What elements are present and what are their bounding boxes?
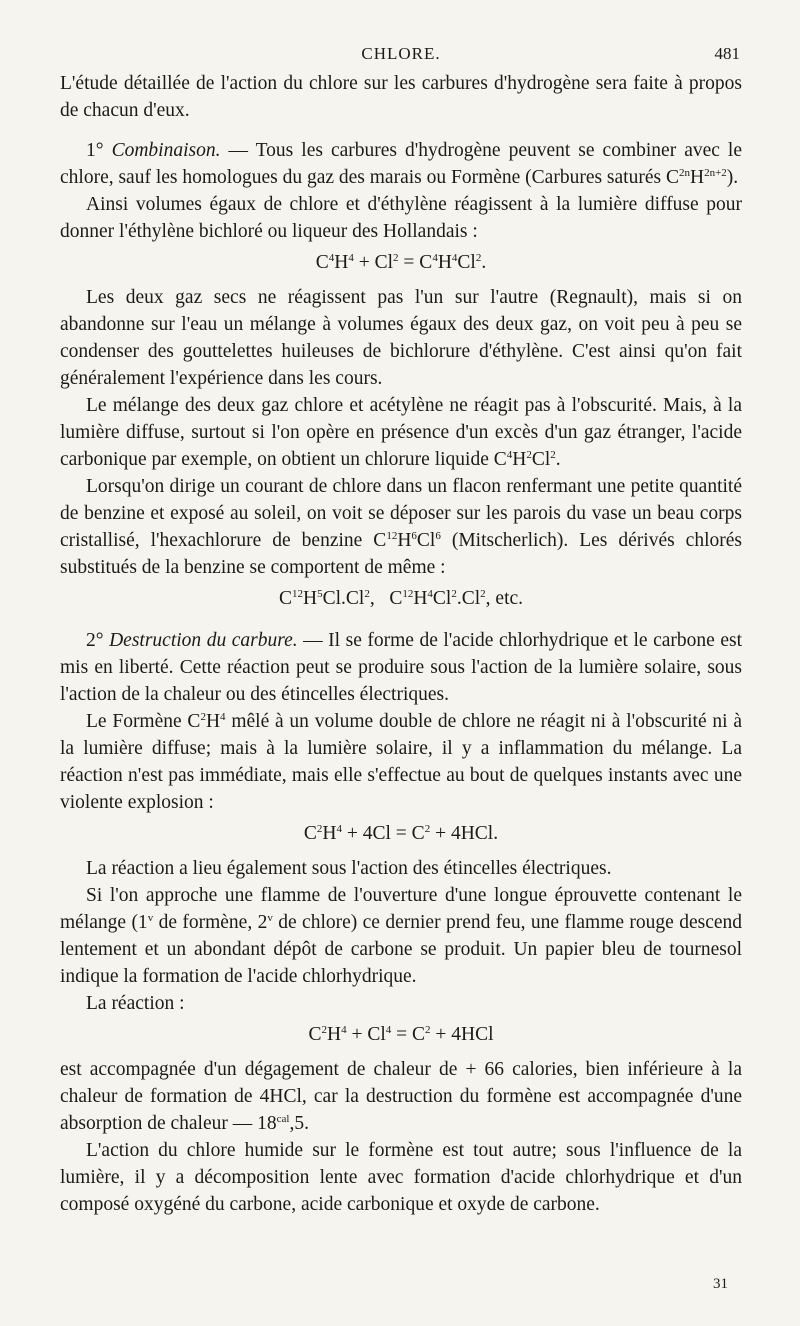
paragraph-benzine: Lorsqu'on dirige un courant de chlore dans un flacon renfermant une petite quantité de benzine et exposé au soleil, on voit se déposer sur les parois du vase un beau corps cristallisé, l'hexachlorure de benzine $C^{12}H^6Cl^6$ (Mitscherlich). Les dérivés chlorés substitués de la benzine se comportent de même :: [60, 476, 742, 578]
paragraph-chaleur: est accompagnée d'un dégagement de chaleur de + 66 calories, bien inférieure à la chaleur de formation de 4HCl, car la destruction du formène est accompagnée d'une absorption de chaleur — $18^{cal},5$.: [60, 1059, 742, 1134]
paragraph-eprouvette: Si l'on approche une flamme de l'ouverture d'une longue éprouvette contenant le mélange (1$^v$ de formène, 2$^v$ de chlore) ce dernier prend feu, une flamme rouge descend lentement et un abondant dépôt de carbone se produit. Un papier bleu de tournesol indique la formation de l'acide chlorhydrique.: [60, 885, 742, 987]
paragraph-formene: Le Formène $C^2H^4$ mêlé à un volume double de chlore ne réagit ni à l'obscurité ni à la lumière diffuse; mais à la lumière solaire, il y a inflammation du mélange. La réaction n'est pas immédiate, mais elle s'effectue au bout de quelques instants avec une violente explosion :: [60, 711, 743, 813]
paragraph-etincelles: La réaction a lieu également sous l'action des étincelles électriques.: [86, 858, 612, 879]
paragraph-regnault: Les deux gaz secs ne réagissent pas l'un sur l'autre (Regnault), mais si on abandonne sur l'eau un mélange à volumes égaux des deux gaz, on voit peu à peu se condenser des gouttelettes huileuses de bichlorure d'éthylène. C'est ainsi qu'on fait généralement l'expérience dans les cours.: [60, 287, 742, 389]
section-number: 1°: [86, 140, 104, 161]
section-heading: Destruction du carbure.: [109, 630, 298, 651]
formula-formene-explosion: $C^2H^4 + 4Cl = C^2 + 4HCl$.: [303, 823, 499, 844]
page-number: 481: [714, 44, 740, 63]
section-destruction: 2° Destruction du carbure. — Il se forme de l'acide chlorhydrique et le carbone est mis en liberté. Cette réaction peut se produire sous l'action de la lumière solaire, sous l'action de la chaleur ou des étincelles électriques.: [60, 630, 742, 705]
section-number: 2°: [86, 630, 104, 651]
formula-benzine: $C^{12}H^5Cl.Cl^2$, $C^{12}H^4Cl^2.Cl^2$, etc.: [278, 588, 524, 609]
formula-ethylene: $C^4H^4 + Cl^2 = C^4H^4Cl^2$.: [315, 252, 487, 273]
section-heading: Combinaison.: [111, 140, 221, 161]
formula-formene-chlore: $C^2H^4 + Cl^4 = C^2 + 4HCl$: [308, 1024, 494, 1045]
paragraph-la-reaction: La réaction :: [86, 993, 185, 1014]
chapter-title: CHLORE.: [361, 44, 441, 63]
section-combinaison: 1° Combinaison. — Tous les carbures d'hydrogène peuvent se combiner avec le chlore, sauf les homologues du gaz des marais ou Formène (Carbures saturés $C^{2n}H^{2n+2}$).: [60, 140, 742, 188]
running-header: [60, 44, 742, 70]
paragraph-acetylene: Le mélange des deux gaz chlore et acétylène ne réagit pas à l'obscurité. Mais, à la lumière diffuse, surtout si l'on opère en présence d'un excès d'un gaz étranger, l'acide carbonique par exemple, on obtient un chlorure liquide $C^4H^2Cl^2$.: [60, 395, 742, 470]
paragraph-chlore-humide: L'action du chlore humide sur le formène est tout autre; sous l'influence de la lumière, il y a décomposition lente avec formation d'acide chlorhydrique et d'un composé oxygéné du carbone, acide carbonique et oxyde de carbone.: [60, 1140, 742, 1215]
intro-paragraph: L'étude détaillée de l'action du chlore sur les carbures d'hydrogène sera faite à propos de chacun d'eux.: [60, 73, 742, 121]
signature-mark: 31: [713, 1276, 728, 1292]
paragraph-ethylene: Ainsi volumes égaux de chlore et d'éthylène réagissent à la lumière diffuse pour donner l'éthylène bichloré ou liqueur des Hollandais :: [60, 194, 742, 242]
